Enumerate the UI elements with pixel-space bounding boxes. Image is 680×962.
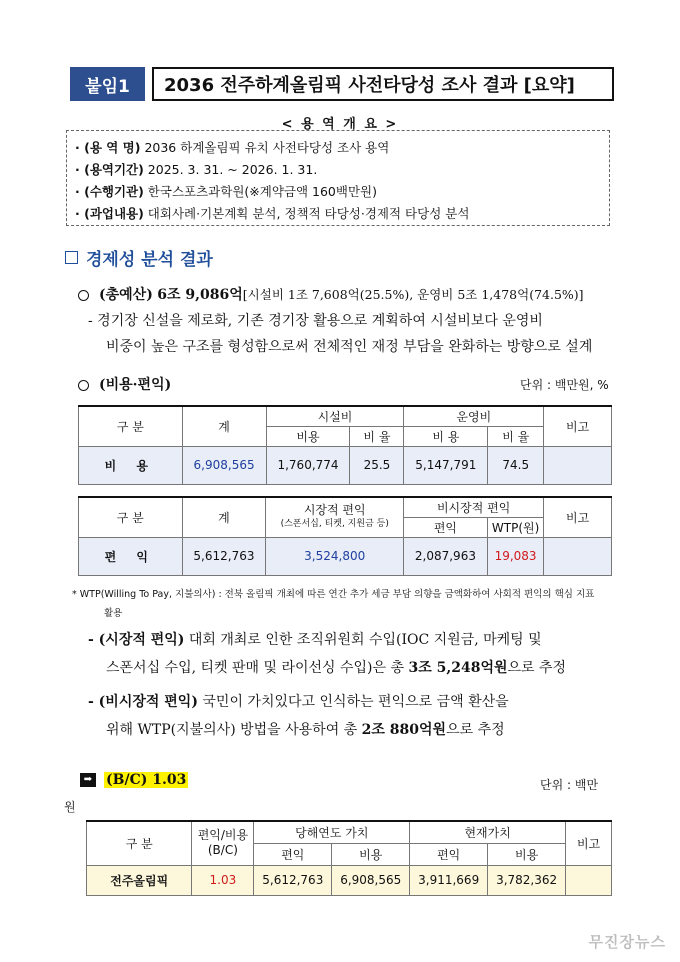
col-header: 편익/비용 (B/C) (192, 821, 254, 865)
col-header: 비시장적 편익 (403, 497, 543, 517)
col-header: 비용 (266, 426, 350, 446)
col-header: 비고 (544, 497, 612, 537)
unit-label: 단위 : 백만원, % (520, 378, 609, 392)
col-header: 비고 (544, 406, 612, 446)
circle-bullet-icon (78, 380, 89, 391)
col-header: 편익 (254, 843, 332, 865)
overview-title: < 용 역 개 요 > (281, 117, 399, 132)
table-row: 비 용 6,908,565 1,760,774 25.5 5,147,791 74.5 (79, 446, 612, 484)
col-header: 비 용 (404, 426, 488, 446)
overview-item: · (수행기관) 한국스포츠과학원(※계약금액 160백만원) (75, 184, 377, 199)
col-header: 비 율 (488, 426, 544, 446)
col-header: 현재가치 (410, 821, 566, 843)
col-header: 구 분 (87, 821, 192, 865)
col-header: 비용 (332, 843, 410, 865)
overview-box (66, 130, 610, 226)
square-bullet-icon (65, 251, 78, 264)
benefit-table (78, 496, 612, 576)
col-header: 시설비 (266, 406, 404, 426)
col-header: 비고 (566, 821, 612, 865)
col-header: 비용 (488, 843, 566, 865)
page-title: 2036 전주하계올림픽 사전타당성 조사 결과 [요약] (152, 67, 614, 101)
col-header: 계 (182, 497, 266, 537)
col-header: 시장적 편익 (스폰서십, 티켓, 지원금 등) (266, 497, 404, 537)
page-header (70, 67, 614, 101)
overview-item: · (용역기간) 2025. 3. 31. ~ 2026. 1. 31. (75, 162, 318, 177)
section-heading: 경제성 분석 결과 (65, 245, 213, 270)
attachment-tag: 붙임1 (70, 67, 145, 101)
total-budget-line: (총예산) 6조 9,086억[시설비 1조 7,608억(25.5%), 운영비 5조 1,478억(74.5%)] (78, 284, 584, 304)
cost-benefit-heading: (비용·편익) (78, 374, 171, 394)
table-row: 편 익 5,612,763 3,524,800 2,087,963 19,083 (79, 537, 612, 575)
total-desc-2: 비중이 높은 구조를 형성함으로써 전체적인 재정 부담을 완화하는 방향으로 설계 (106, 339, 593, 355)
col-header: 편익 (410, 843, 488, 865)
col-header: 편익 (403, 517, 487, 537)
bc-table (86, 820, 612, 896)
col-header: 비 율 (350, 426, 404, 446)
col-header: 당해연도 가치 (254, 821, 410, 843)
cost-table (78, 405, 612, 485)
overview-item: · (과업내용) 대회사례·기본계획 분석, 정책적 타당성·경제적 타당성 분석 (75, 206, 470, 221)
market-benefit-text: - (시장적 편익) 대회 개최로 인한 조직위원회 수입(IOC 지원금, 마케팅 및 스폰서십 수입, 티켓 판매 및 라이선싱 수입)은 총 3조 5,248억원으로 추정 (88, 632, 567, 676)
bc-heading: ➡ (B/C) 1.03 (80, 772, 188, 788)
bc-unit-label: 단위 : 백만 (540, 778, 599, 792)
overview-item: · (용 역 명) 2036 하계올림픽 유치 사전타당성 조사 용역 (75, 140, 390, 155)
table-row: 전주올림픽 1.03 5,612,763 6,908,565 3,911,669 3,782,362 (87, 865, 612, 895)
bc-unit-wrap: 원 (64, 800, 76, 814)
col-header: 구 분 (79, 497, 183, 537)
circle-bullet-icon (78, 290, 89, 301)
col-header: WTP(원) (487, 517, 543, 537)
arrow-right-icon: ➡ (80, 773, 96, 787)
wtp-footnote: * WTP(Willing To Pay, 지불의사) : 전북 올림픽 개최에 따른 연간 추가 세금 부담 의향을 금액화하여 사회적 편익의 핵심 지표 활용 (72, 589, 595, 619)
watermark-logo: 무진장뉴스 (588, 933, 666, 951)
col-header: 구 분 (79, 406, 183, 446)
col-header: 계 (182, 406, 266, 446)
col-header: 운영비 (404, 406, 544, 426)
total-desc-1: - 경기장 신설을 제로화, 기존 경기장 활용으로 계획하여 시설비보다 운영비 (88, 313, 543, 329)
nonmarket-benefit-text: - (비시장적 편익) 국민이 가치있다고 인식하는 편익으로 금액 환산을 위해 WTP(지불의사) 방법을 사용하여 총 2조 880억원으로 추정 (88, 694, 509, 738)
